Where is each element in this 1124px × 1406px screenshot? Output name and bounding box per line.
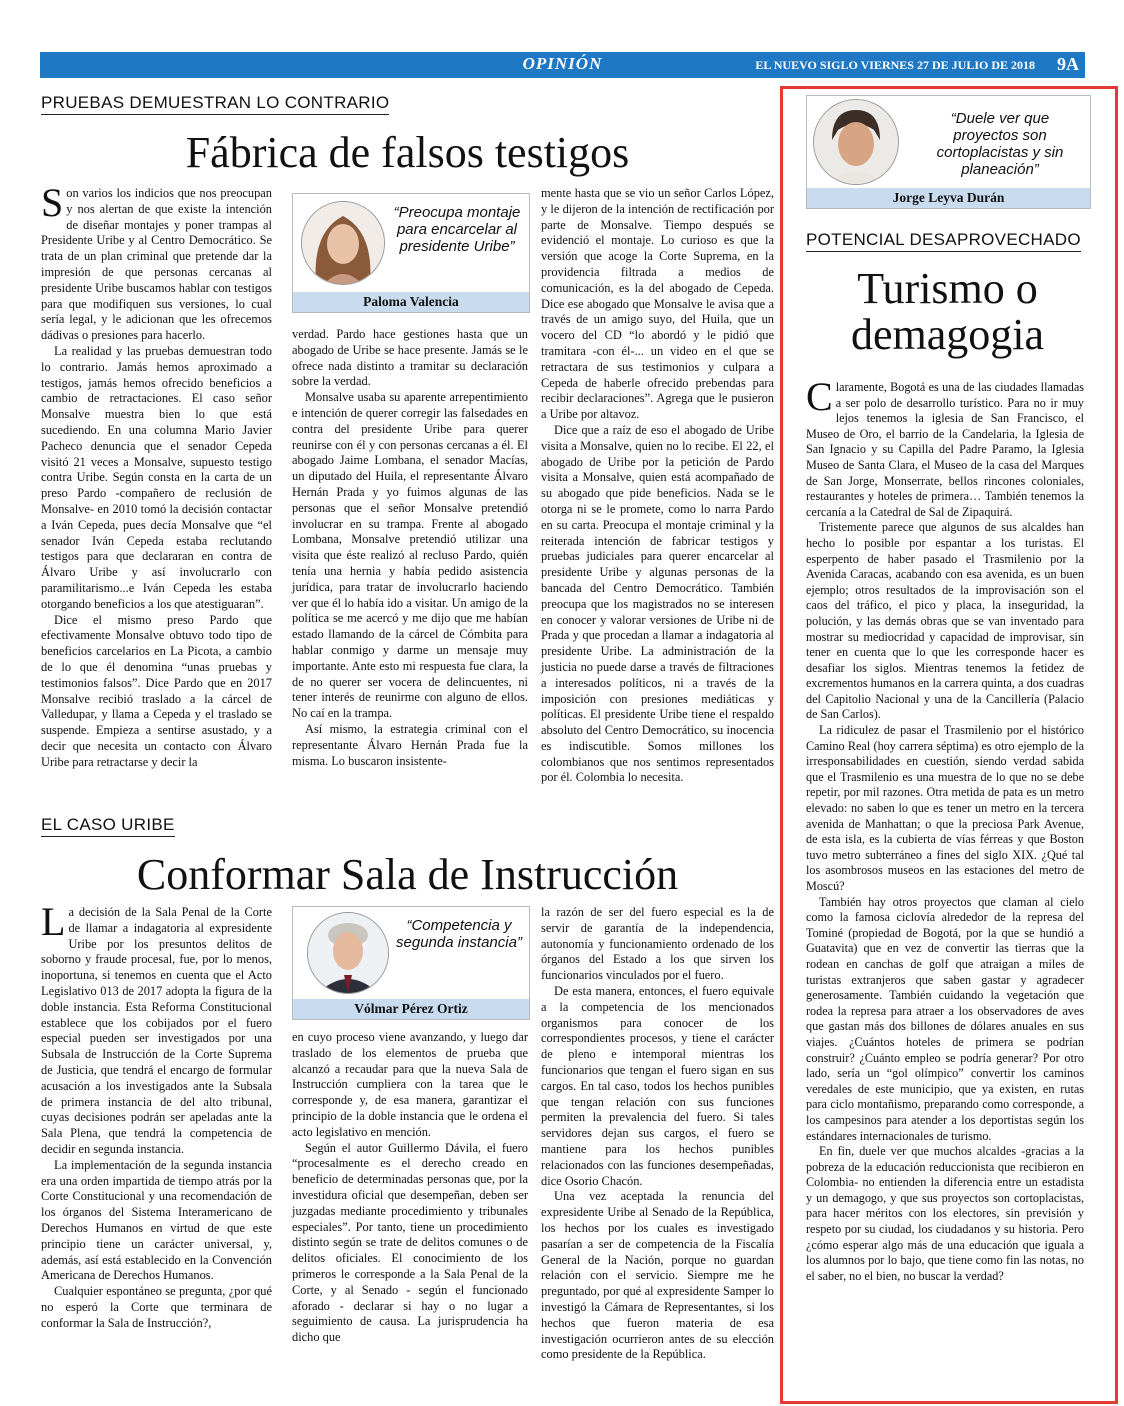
article1-column-2 (292, 327, 528, 769)
article1-column-3 (541, 186, 774, 786)
paragraph: La ridiculez de pasar el Trasmilenio por el histórico Camino Real (hoy carrera séptima) es otro ejemplo de la irresponsabilidades en cuestión, siendo verdad sabida que el Trasmilenio es una muestra de lo que no se debe repetir, por mil razones. Otra metida de pata es un metro elevado: no saben lo que es tener un metro en la tercera avenida de Manhattan; o que la preciosa Park Avenue, de esta isla, es la cubierta de vías férreas y que Boston tuvo metro subterráneo a fines del siglo XIX. ¿Qué tal los asombrosos museos en las estaciones del metro de Moscú? (806, 723, 1084, 893)
paragraph: Claramente, Bogotá es una de las ciudades llamadas a ser polo de desarrollo turístico. Para no ir muy lejos tenemos la iglesia de San Francisco, el Museo de Oro, el barrio de la Candelaria, la Iglesia de San Ignacio y su Capilla del Padre Paramo, la Iglesia Museo de Santa Clara, el Museo de la casa del Marques de San Jorge, Monserrate, bellos rincones coloniales, restaurantes y hoteles de primera… También tenemos la cercanía a la Catedral de Sal de Zipaquirá. (806, 374, 1084, 519)
paragraph: Dice el mismo preso Pardo que efectivamente Monsalve obtuvo todo tipo de beneficios carcelarios en La Picota, a cambio de lo que él denomina “unas pruebas y testimonios falsos”. Dice Pardo que en 2017 Monsalve recibió traslado a la cárcel de Valledupar, y llama a Cepeda y el traslado se suspende. Empieza a sentirse asustado, y a decir que necesita un contacto con Álvaro Uribe para retractarse y decir la (41, 612, 272, 769)
paragraph: También hay otros proyectos que claman al cielo como la famosa ciclovía alrededor de la represa del Tominé (propiedad de Bogotá, por la que se hundió a Guatavita) que en vez de convertir las tierras que la rodean en canchas de golf que atraigan a miles de turistas extranjeros que saben gastar y agradecer generosamente. También cuidando la vegetación que rodea la represa para atraer a los observadores de aves que gastan más dos billones de dólares anuales en sus viajes. ¿Cuántos hoteles de primera se podrían construir? ¿Cuánto empleo se podría generar? Por otro lado, sería un “gol olímpico” convertir los caminos veredales de este municipio, que ya existen, en rutas para ciclo montañismo, preparando como corresponde, a los campesinos para atender a los deportistas según los estándares internacionales de turismo. (806, 894, 1084, 1143)
article2-author-name: Vólmar Pérez Ortiz (293, 999, 529, 1019)
article2-author-box (292, 906, 530, 1020)
article2-pull-quote: “Competencia y segunda instancia” (396, 917, 522, 951)
author-portrait-icon (302, 202, 384, 284)
paragraph: La implementación de la segunda instancia era una orden impartida de tiempo atrás por la Corte Constitucional y una recomendación de los órganos del Sistema Interamericano de Derechos Humanos en virtud de que este principio tiene un carácter universal, y, además, así está establecido en la Convención Americana de Derechos Humanos. (41, 1157, 272, 1283)
paragraph: Dice que a raíz de eso el abogado de Uribe visita a Monsalve, quien no lo recibe. El 22, el abogado de Uribe por la petición de Pardo visita a Monsalve, quien está acompañado de su abogado que pide beneficios. Nada se le otorga ni se le promete, como lo narra Pardo en su carta. Preocupa el montaje criminal y la reiterada intención de fabricar testigos y pruebas judiciales para querer encarcelar al presidente Uribe y algunas personas de la bancada del Centro Democrático. También preocupa que los magistrados no se interesen en conocer y valorar versiones de Uribe ni de Prada y que procedan a llamar a indagatoria al presidente Uribe. La administración de la justicia no puede darse a través de filtraciones a interesados políticos, ni a través de la imposición con presiones mediáticas y políticas. El presidente Uribe tiene el respaldo absoluto del Centro Democrático, su inocencia es indiscutible. Somos millones los colombianos que nos sentimos representados por él. Colombia lo necesita. (541, 422, 774, 785)
article3-headline (806, 266, 1089, 358)
article2-headline: Conformar Sala de Instrucción (136, 850, 679, 899)
paragraph: La realidad y las pruebas demuestran todo lo contrario. Jamás hemos aproximado a testigos, jamás hemos ofrecido beneficios a cambio de retractaciones. El caso señor Monsalve muestra bien lo que está sucediendo. En una columna Mario Javier Pacheco denuncia que el senador Cepeda visitó 21 veces a Monsalve, supuesto testigo contra Uribe. Según consta en la carta de un preso Pardo -compañero de reclusión de Monsalve- en 2010 tomó la decisión contactar a Iván Cepeda, pues decía Monsalve que “el senador Iván Cepeda estaba reclutando testigos para que declararan en contra de Álvaro Uribe y así involucrarlo con paramilitarismo...e Iván Cepeda les estaba otorgando beneficios a los que atestiguaran”. (41, 343, 272, 611)
paragraph: verdad. Pardo hace gestiones hasta que un abogado de Uribe se hace presente. Jamás se le ofrece nada distinto a tramitar su declaración sobre la verdad. (292, 327, 528, 389)
section-header-bar (40, 52, 1085, 78)
author-photo (813, 99, 899, 185)
drop-cap: C (806, 374, 833, 419)
article1-headline: Fábrica de falsos testigos (185, 128, 630, 177)
article3-author-name: Jorge Leyva Durán (807, 188, 1090, 208)
article2-column-2 (292, 1030, 528, 1346)
headline-line: Turismo o (857, 264, 1038, 313)
paragraph: Cualquier espontáneo se pregunta, ¿por qué no esperó la Corte que terminara de conformar la Sala de Instrucción?, (41, 1284, 272, 1330)
drop-cap: L (41, 899, 66, 944)
paragraph: Tristemente parece que algunos de sus alcaldes han hecho lo posible por espantar a los turistas. El esperpento de haber pasado el Trasmilenio por la Avenida Caracas, acabando con esa avenida, es un buen ejemplo; otros resultados de la improvisación son el caos del tráfico, el pico y placa, la inseguridad, la polución, y las demás obras que se van inventado para mostrar su mediocridad y capacidad de improvisar, sin tener en cuenta que lo que les corresponde hacer es desafiar los siglos. Mientras tenemos la fetidez de excrementos humanos en la carrera quinta, a dos cuadras del Capitolio Nacional y una de la Cancillería (Palacio de San Carlos). (806, 520, 1084, 722)
paragraph: Monsalve usaba su aparente arrepentimiento e intención de querer corregir las falsedades en contra del presidente Uribe para querer reunirse con él y con personas cercanas a él. El abogado Jaime Lombana, el senador Macías, un diputado del Huila, el representante Álvaro Hernán Prada y yo fuimos algunas de las personas que el señor Monsalve pretendió involucrar en su trampa. Frente al abogado Lombana, Monsalve pretendió utilizar una visita que éste realizó al recluso Pardo, quién tenía una hernia y había pedido asistencia jurídica, para tratar de involucrarlo haciendo ver que él lo había ido a visitar. Un amigo de la política se me acercó y me dijo que me habían estado llamando de la cárcel de Cómbita para hablar conmigo y darme un mensaje muy importante. Ante esto mi respuesta fue clara, la de no querer ser vocera de delincuentes, ni tener interés de reunirme con alguno de ellos. No caí en la trampa. (292, 390, 528, 721)
paragraph: La decisión de la Sala Penal de la Corte de llamar a indagatoria al expresidente Uribe por los presuntos delitos de soborno y fraude procesal, fue, por lo menos, inoportuna, si tenemos en cuenta que el Acto Legislativo 013 de 2017 adopta la figura de la doble instancia. Esta Reforma Constitucional establece que los cobijados por el fuero especial pueden ser investigados por una Subsala de Instrucción de la Corte Suprema de Justicia, que tendrá el encargo de formular acusación a los investigados ante la Subsala de primera instancia de del alto tribunal, cuyas decisiones podrán ser apeladas ante la Sala Plena, que tendrá la competencia de decidir en segunda instancia. (41, 899, 272, 1156)
author-portrait-icon (814, 100, 898, 184)
article3-author-box (806, 95, 1091, 209)
article3-pull-quote: “Duele ver que proyectos son cortoplacistas y sin planeación” (936, 110, 1064, 178)
paragraph: Son varios los indicios que nos preocupan y nos alertan de que existe la intención de diseñar montajes y poner trampas al Presidente Uribe y al Centro Democrático. Se trata de un plan criminal que pretende dar la impresión de que personas cercanas al presidente Uribe buscamos hablar con testigos para que modifiquen sus versiones, lo cual sería legal, y le adicionan que les ofrecemos dádivas o presiones para hacerlo. (41, 180, 272, 343)
author-portrait-icon (308, 913, 388, 993)
article1-column-1 (41, 180, 272, 770)
article2-column-1 (41, 899, 272, 1332)
paragraph: en cuyo proceso viene avanzando, y luego dar traslado de los elementos de prueba que alcanzó a recaudar para que la nueva Sala de Instrucción cumpliera con la tarea que le corresponde y, de esa manera, garantizar el principio de la doble instancia que le ordena el acto legislativo en mención. (292, 1030, 528, 1139)
article3-kicker: POTENCIAL DESAPROVECHADO (806, 230, 1081, 252)
article2-kicker: EL CASO URIBE (41, 815, 175, 837)
section-title: OPINIÓN (522, 54, 603, 73)
headline-line: demagogia (850, 310, 1045, 360)
paragraph: Una vez aceptada la renuncia del expresidente Uribe al Senado de la República, los hechos por los cuales es investigado pasarían a ser de competencia de la Fiscalía General de la Nación, porque no guardan relación con el servicio. Siempre me he preguntado, por qué al expresidente Samper lo investigó la Cámara de Representantes, si los hechos que fueron materia de esa investigación ocurrieron antes de su elección como presidente de la República. (541, 1189, 774, 1362)
paragraph: mente hasta que se vio un señor Carlos López, y le dijeron de la intención de rectificación por parte de Monsalve. Tiempo después se evidenció el montaje. Lo curioso es que la versión que acoge la Corte Suprema, en la providencia filtrada a medios de comunicación, es la del abogado de Cepeda. Dice ese abogado que Monsalve le avisa que a través de un amigo suyo, del Huila, que un vocero del CD “lo abordó y le pidió que tramitara -con él-... un video en el que se retractara de sus testimonios y culpara a Cepeda de haberle ofrecido prebendas para recibir declaraciones”. Agrega que le pusieron a Uribe por altavoz. (541, 186, 774, 422)
paragraph: la razón de ser del fuero especial es la de servir de garantía de la independencia, autonomía y funcionamiento ordenado de los órganos del Estado a los que sirven los funcionarios vinculados por el fuero. (541, 905, 774, 983)
page-number: 9A (1057, 54, 1079, 74)
article2-column-3 (541, 905, 774, 1363)
paragraph: En fin, duele ver que muchos alcaldes -gracias a la pobreza de la educación reduccionista que recibieron en Colombia- no entienden la diferencia entre un estadista y un demagogo, y que sus proyectos son cortoplacistas, para hacer méritos con los electores, sin previsión y respeto por su ciudad, los ciudadanos y su historia. Pero ¿cómo esperar algo más de una educación que iguala a los alumnos por lo bajo, que tiene como fin las notas, no el saber, no el bien, no buscar la verdad? (806, 1144, 1084, 1283)
paragraph: Así mismo, la estrategia criminal con el representante Álvaro Hernán Prada fue la misma. Lo buscaron insistente- (292, 721, 528, 768)
article1-pull-quote: “Preocupa montaje para encarcelar al presidente Uribe” (393, 204, 521, 255)
author-photo (301, 201, 385, 285)
paragraph: Según el autor Guillermo Dávila, el fuero “procesalmente es el derecho creado en beneficio de determinadas personas que, por la investidura oficial que desempeñan, deben ser juzgadas mediante procedimiento y tribunales especiales”. Por tanto, tiene un procedimiento distinto según se trate de delitos comunes o de delitos oficiales. El conocimiento de los primeros le corresponde a la Sala Penal de la Corte, y al Senado - según el funcionado aforado - declarar si hay o no lugar a seguimiento de causa. La jurisprudencia ha dicho que (292, 1140, 528, 1345)
article1-kicker: PRUEBAS DEMUESTRAN LO CONTRARIO (41, 93, 389, 115)
paragraph: De esta manera, entonces, el fuero equivale a la competencia de los mencionados organismos para conocer de los correspondientes procesos, y tiene el carácter de pleno e intemporal mientras los funcionarios que tengan el fuero sigan en sus cargos. En tal caso, todos los hechos punibles que tengan relación con sus funciones permiten la prevalencia del fuero. Si tales servidores dejan sus cargos, el fuero se mantiene para los hechos punibles relacionados con las funciones desempeñadas, dice Osorio Chacón. (541, 983, 774, 1188)
masthead-date: EL NUEVO SIGLO VIERNES 27 DE JULIO DE 2018 (755, 58, 1035, 72)
author-photo (307, 912, 389, 994)
article1-author-name: Paloma Valencia (293, 292, 529, 312)
article3-column (806, 374, 1084, 1284)
drop-cap: S (41, 180, 64, 225)
article1-author-box (292, 193, 530, 313)
